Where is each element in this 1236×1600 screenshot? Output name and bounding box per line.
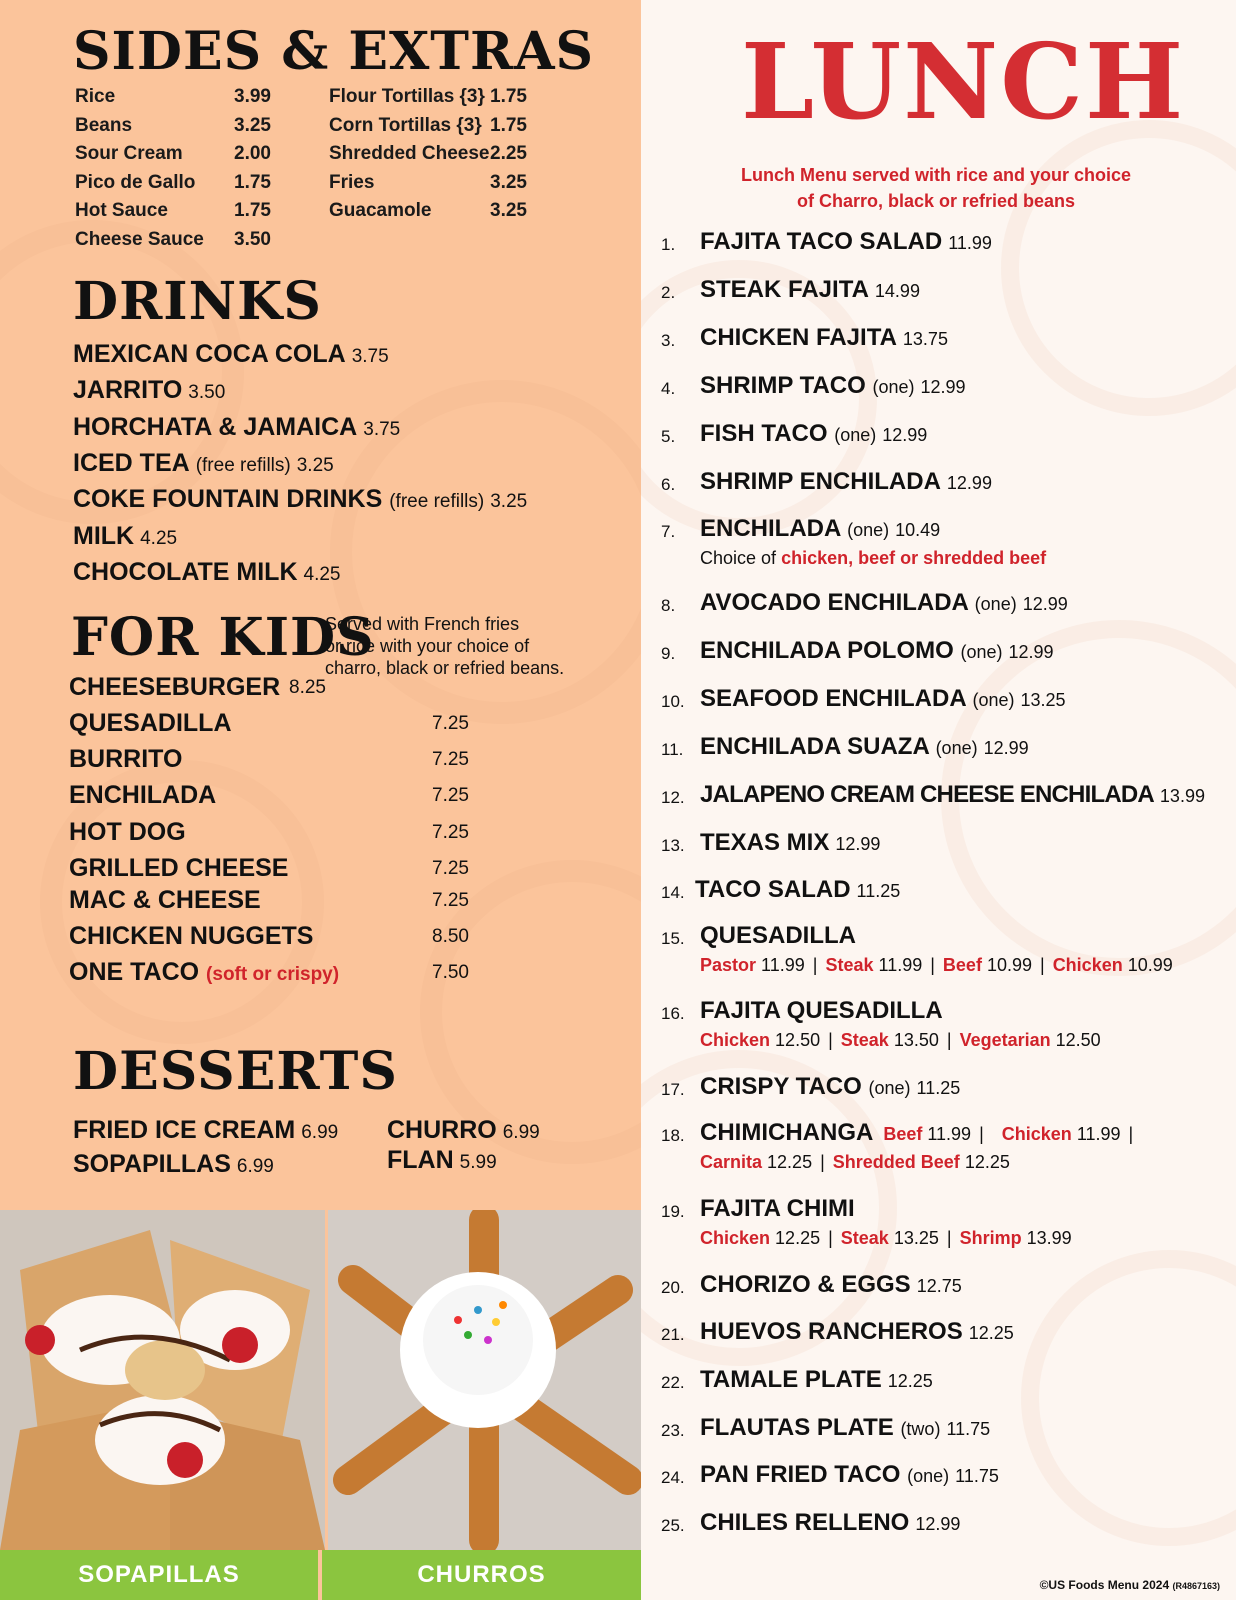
side-item (75, 200, 271, 229)
drink-item (73, 449, 334, 478)
lunch-item-price: 12.99 (882, 425, 928, 445)
lunch-item-name: FAJITA TACO SALAD (700, 228, 943, 255)
side-item (75, 229, 271, 258)
drink-note: (free refills) (195, 454, 291, 476)
kids-item-name: CHEESEBURGER (69, 673, 281, 701)
side-item (329, 143, 527, 172)
lunch-item-line (700, 589, 1068, 617)
churros-photo (328, 1210, 641, 1550)
lunch-item-note: (one) (868, 1078, 911, 1098)
lunch-item-line (695, 876, 900, 904)
lunch-item-name: JALAPENO CREAM CHEESE ENCHILADA (700, 781, 1154, 808)
lunch-item-line (700, 1195, 855, 1223)
lunch-item-number: 14. (661, 883, 685, 902)
lunch-option-price: 10.99 (1127, 955, 1173, 975)
lunch-item-line (700, 829, 880, 857)
lunch-item-note: (one) (834, 425, 877, 445)
lunch-item-price: 12.99 (946, 473, 992, 493)
lunch-item-number: 5. (661, 427, 676, 446)
lunch-item-price: 13.99 (1159, 786, 1205, 806)
sopapillas-photo (0, 1210, 325, 1550)
lunch-item-name: FAJITA CHIMI (700, 1195, 855, 1222)
lunch-option-name: Shrimp (959, 1228, 1022, 1248)
lunch-item-line (700, 922, 856, 950)
lunch-option-price: 12.50 (775, 1030, 821, 1050)
lunch-item-line (700, 228, 992, 256)
lunch-option-name: Beef (883, 1124, 923, 1144)
churros-caption: CHURROS (322, 1550, 641, 1600)
lunch-item-name: HUEVOS RANCHEROS (700, 1318, 963, 1345)
lunch-item-name: QUESADILLA (700, 922, 856, 949)
side-item (329, 172, 527, 201)
lunch-item-note: (one) (847, 520, 890, 540)
lunch-option-name: Carnita (700, 1152, 763, 1172)
lunch-item-name: ENCHILADA SUAZA (700, 733, 929, 760)
lunch-item-number: 25. (661, 1516, 685, 1535)
lunch-subtitle-line: of Charro, black or refried beans (796, 191, 1076, 211)
lunch-item-name: ENCHILADA POLOMO (700, 637, 954, 664)
lunch-item-name: TACO SALAD (695, 876, 851, 903)
lunch-option-name: Chicken (700, 1030, 771, 1050)
side-price: 3.50 (234, 228, 271, 250)
lunch-item-line (700, 372, 966, 400)
drink-item (73, 413, 400, 442)
lunch-subtitle-line: Lunch Menu served with rice and your choice (740, 165, 1132, 185)
kids-item-name: HOT DOG (69, 818, 186, 846)
side-item (75, 143, 271, 172)
side-name: Flour Tortillas {3} (329, 86, 485, 107)
lunch-item-number: 15. (661, 929, 685, 948)
lunch-option-name: Steak (840, 1030, 889, 1050)
lunch-item-options (700, 1030, 1101, 1051)
drink-name: MILK (73, 521, 135, 550)
lunch-item-price: 12.99 (835, 834, 881, 854)
kids-item (69, 886, 489, 920)
side-price: 3.25 (234, 114, 271, 136)
lunch-item-line (700, 1461, 999, 1489)
drink-item (73, 340, 389, 369)
lunch-item-price: 11.25 (916, 1078, 961, 1098)
option-separator: | (1128, 1124, 1134, 1144)
kids-price: 7.50 (432, 962, 469, 983)
lunch-item-line (700, 1509, 960, 1537)
dessert-item: FLAN 5.99 (387, 1146, 497, 1174)
kids-item (69, 673, 489, 707)
lunch-option-name: Steak (840, 1228, 889, 1248)
drinks-title: DRINKS (73, 271, 322, 332)
kids-note (325, 613, 564, 679)
lunch-item-name: FAJITA QUESADILLA (700, 997, 943, 1024)
lunch-item-price: 14.99 (874, 281, 920, 301)
drink-price: 3.75 (363, 418, 401, 440)
lunch-item-price: 10.49 (895, 520, 941, 540)
lunch-item-name: CHIMICHANGA (700, 1119, 874, 1146)
option-separator: | (828, 1030, 833, 1050)
lunch-item-line (700, 1271, 962, 1299)
side-name: Corn Tortillas {3} (329, 114, 482, 136)
lunch-item-price: 12.75 (916, 1276, 962, 1296)
choice-options: chicken, beef or shredded beef (781, 548, 1047, 568)
lunch-item-line (700, 468, 992, 496)
option-separator: | (930, 955, 935, 975)
lunch-item-price: 12.99 (983, 738, 1029, 758)
lunch-option-name: Chicken (1052, 955, 1123, 975)
lunch-subtitle (701, 162, 1171, 214)
side-item (75, 86, 271, 115)
lunch-item-name: FISH TACO (700, 420, 828, 447)
lunch-item-number: 8. (661, 596, 676, 615)
lunch-option-price: 13.25 (893, 1228, 939, 1248)
side-name: Sour Cream (75, 143, 183, 164)
drink-name: ICED TEA (73, 448, 189, 477)
lunch-item-price: 11.75 (955, 1466, 999, 1486)
side-item (329, 200, 527, 229)
kids-item (69, 745, 489, 779)
lunch-item-price: 12.99 (1022, 594, 1068, 614)
kids-name (69, 673, 280, 702)
lunch-item-name: TEXAS MIX (700, 829, 830, 856)
kids-price: 7.25 (432, 858, 469, 879)
lunch-item-name: SEAFOOD ENCHILADA (700, 685, 966, 712)
lunch-option-price: 12.25 (964, 1152, 1010, 1172)
lunch-option-name: Steak (825, 955, 874, 975)
lunch-option-name: Beef (942, 955, 982, 975)
lunch-item-number: 19. (661, 1202, 685, 1221)
lunch-item-number: 17. (661, 1080, 685, 1099)
side-item (329, 115, 527, 144)
lunch-item-name: SHRIMP TACO (700, 372, 866, 399)
lunch-item-number: 23. (661, 1421, 685, 1440)
lunch-item-number: 20. (661, 1278, 685, 1297)
lunch-item-price: 12.99 (915, 1514, 961, 1534)
kids-price: 7.25 (432, 890, 469, 911)
lunch-item-choice (700, 548, 1046, 569)
option-separator: | (946, 1228, 952, 1248)
drink-name: CHOCOLATE MILK (73, 557, 298, 586)
kids-price: 7.25 (432, 749, 469, 770)
kids-item (69, 781, 489, 815)
lunch-option-price: 12.25 (775, 1228, 821, 1248)
lunch-option-price: 13.50 (893, 1030, 939, 1050)
lunch-item-line (700, 1366, 933, 1394)
kids-title: FOR KIDS (71, 607, 375, 668)
drink-price: 3.75 (351, 346, 389, 367)
side-price: 1.75 (234, 171, 271, 193)
lunch-option-name: Pastor (700, 955, 757, 975)
option-separator: | (828, 1228, 833, 1248)
desserts-title: DESSERTS (73, 1041, 398, 1102)
kids-price: 8.25 (289, 677, 326, 698)
lunch-item-number: 10. (661, 692, 685, 711)
kids-item-name: GRILLED CHEESE (69, 854, 289, 882)
lunch-option-price: 11.99 (761, 955, 805, 975)
lunch-item-note: (one) (935, 738, 978, 758)
lunch-item-name: CHICKEN FAJITA (700, 324, 897, 351)
kids-item (69, 922, 489, 956)
lunch-option-price: 11.99 (1076, 1124, 1121, 1144)
side-name: Guacamole (329, 200, 432, 221)
lunch-item-line (700, 997, 943, 1025)
lunch-item-number: 13. (661, 836, 685, 855)
kids-item-name: ONE TACO (69, 958, 200, 986)
lunch-item-options (700, 1152, 1010, 1173)
side-name: Pico de Gallo (75, 171, 196, 193)
lunch-item-number: 6. (661, 475, 676, 494)
lunch-item-price: 11.75 (946, 1419, 991, 1439)
lunch-item-note: (one) (972, 690, 1015, 710)
kids-note-line: charro, black or refried beans. (325, 658, 565, 678)
lunch-item-note: (one) (960, 642, 1003, 662)
option-separator: | (946, 1030, 952, 1050)
lunch-option-name: Vegetarian (959, 1030, 1051, 1050)
lunch-item-number: 7. (661, 522, 676, 541)
dessert-item: FRIED ICE CREAM 6.99 (73, 1116, 339, 1144)
side-name: Shredded Cheese (329, 143, 490, 164)
kids-note-line: or rice with your choice of (325, 636, 530, 656)
side-price: 3.25 (490, 171, 527, 193)
drink-item (73, 558, 341, 587)
side-price: 2.00 (234, 143, 271, 164)
option-separator: | (979, 1124, 984, 1144)
dessert-item: SOPAPILLAS 6.99 (73, 1150, 274, 1178)
kids-item-name: MAC & CHEESE (69, 886, 261, 914)
kids-price: 7.25 (432, 822, 469, 843)
kids-item-name: CHICKEN NUGGETS (69, 922, 314, 950)
side-name: Hot Sauce (75, 200, 168, 221)
sides-title: SIDES & EXTRAS (73, 21, 595, 82)
lunch-item-name: ENCHILADA (700, 515, 841, 542)
drink-name: MEXICAN COCA COLA (73, 340, 346, 368)
lunch-option-name: Chicken (700, 1228, 771, 1248)
kids-note-line: Served with French fries (325, 614, 520, 634)
side-name: Beans (75, 114, 133, 136)
choice-prefix: Choice of (700, 548, 777, 568)
lunch-item-price: 12.99 (920, 377, 966, 397)
kids-item-sub: (soft or crispy) (206, 964, 340, 985)
lunch-item-name: FLAUTAS PLATE (700, 1414, 894, 1441)
side-price: 1.75 (234, 200, 271, 221)
lunch-option-price: 12.50 (1055, 1030, 1101, 1050)
lunch-item-name: PAN FRIED TACO (700, 1461, 901, 1488)
lunch-item-line (700, 1119, 1141, 1147)
kids-price: 7.25 (432, 713, 469, 734)
side-price: 3.25 (490, 200, 527, 221)
drink-note: (free refills) (389, 491, 485, 513)
lunch-item-name: TAMALE PLATE (700, 1366, 882, 1393)
lunch-item-note: (one) (907, 1466, 950, 1486)
lunch-item-number: 4. (661, 379, 676, 398)
kids-item-name: QUESADILLA (69, 709, 232, 737)
lunch-item-price: 12.25 (968, 1323, 1014, 1343)
drink-price: 4.25 (140, 527, 178, 549)
lunch-item-price: 13.75 (902, 329, 948, 349)
lunch-item-options (700, 955, 1173, 976)
lunch-panel (641, 0, 1236, 1600)
lunch-item-number: 9. (661, 644, 676, 663)
lunch-item-name: CRISPY TACO (700, 1073, 862, 1100)
lunch-item-price: 13.25 (1020, 690, 1066, 710)
kids-item (69, 709, 489, 743)
lunch-option (883, 1124, 971, 1144)
lunch-item-price: 12.99 (1008, 642, 1054, 662)
side-price: 2.25 (490, 143, 527, 164)
option-separator: | (820, 1152, 825, 1172)
lunch-item-line (700, 1073, 960, 1101)
lunch-item-number: 3. (661, 331, 676, 350)
side-item (75, 172, 271, 201)
lunch-item-number: 24. (661, 1468, 685, 1487)
lunch-item-price: 11.25 (856, 881, 901, 901)
lunch-item-number: 22. (661, 1373, 685, 1392)
lunch-title: LUNCH (741, 20, 1186, 143)
lunch-option-price: 12.25 (767, 1152, 813, 1172)
side-name: Rice (75, 86, 116, 107)
lunch-item-note: (two) (900, 1419, 941, 1439)
side-name: Fries (329, 171, 375, 193)
side-price: 1.75 (490, 114, 527, 136)
lunch-option-price: 10.99 (986, 955, 1032, 975)
drink-price: 3.25 (296, 454, 334, 476)
lunch-option (1002, 1124, 1121, 1144)
sopapillas-caption: SOPAPILLAS (0, 1550, 318, 1600)
lunch-item-price: 11.99 (948, 233, 992, 253)
lunch-item-number: 2. (661, 283, 676, 302)
lunch-item-number: 11. (661, 740, 684, 759)
lunch-item-number: 18. (661, 1126, 685, 1145)
option-separator: | (1040, 955, 1045, 975)
lunch-item-line (700, 685, 1066, 713)
side-name: Cheese Sauce (75, 228, 204, 250)
drink-name: JARRITO (73, 376, 183, 405)
lunch-item-line (700, 1318, 1014, 1346)
lunch-option-price: 11.99 (878, 955, 923, 975)
lunch-item-name: CHILES RELLENO (700, 1509, 910, 1536)
kids-item (69, 818, 489, 852)
drink-price: 3.50 (188, 382, 226, 404)
lunch-item-number: 16. (661, 1004, 685, 1023)
lunch-item-number: 21. (661, 1325, 685, 1344)
side-price: 1.75 (490, 86, 527, 107)
kids-price: 7.25 (432, 785, 469, 806)
lunch-item-options (700, 1228, 1072, 1249)
kids-item (69, 958, 489, 992)
lunch-item-name: AVOCADO ENCHILADA (700, 589, 968, 616)
dessert-item: CHURRO 6.99 (387, 1116, 540, 1144)
lunch-item-note: (one) (872, 377, 915, 397)
lunch-item-line (700, 637, 1054, 665)
lunch-item-line (700, 420, 927, 448)
lunch-item-line (700, 1414, 990, 1442)
kids-item-name: ENCHILADA (69, 781, 217, 809)
lunch-item-line (700, 324, 948, 352)
kids-item (69, 854, 489, 888)
lunch-option-price: 13.99 (1026, 1228, 1072, 1248)
option-separator: | (812, 955, 818, 975)
drink-item (73, 522, 177, 551)
side-item (75, 115, 271, 144)
lunch-item-price: 12.25 (887, 1371, 933, 1391)
lunch-item-line (700, 781, 1205, 809)
lunch-option-name: Shredded Beef (832, 1152, 960, 1172)
lunch-item-line (700, 733, 1029, 761)
side-item (329, 86, 527, 115)
drink-item (73, 485, 527, 514)
lunch-item-number: 12. (661, 788, 685, 807)
lunch-item-line (700, 276, 920, 304)
drink-name: COKE FOUNTAIN DRINKS (73, 485, 383, 514)
lunch-item-name: STEAK FAJITA (700, 276, 869, 303)
drink-price: 4.25 (303, 563, 341, 585)
side-price: 3.99 (234, 86, 271, 107)
kids-item-name: BURRITO (69, 745, 183, 773)
lunch-option-price: 11.99 (927, 1124, 972, 1144)
lunch-item-name: SHRIMP ENCHILADA (700, 468, 941, 495)
lunch-item-note: (one) (974, 594, 1017, 614)
lunch-item-line (700, 515, 940, 543)
lunch-item-name: CHORIZO & EGGS (700, 1271, 911, 1298)
lunch-option-name: Chicken (1001, 1124, 1072, 1144)
drink-name: HORCHATA & JAMAICA (73, 412, 358, 441)
lunch-item-number: 1. (661, 235, 676, 254)
drink-item (73, 376, 225, 405)
drink-price: 3.25 (490, 491, 528, 513)
copyright: ©US Foods Menu 2024 (R4867163) (1039, 1578, 1220, 1592)
kids-price: 8.50 (432, 926, 469, 947)
